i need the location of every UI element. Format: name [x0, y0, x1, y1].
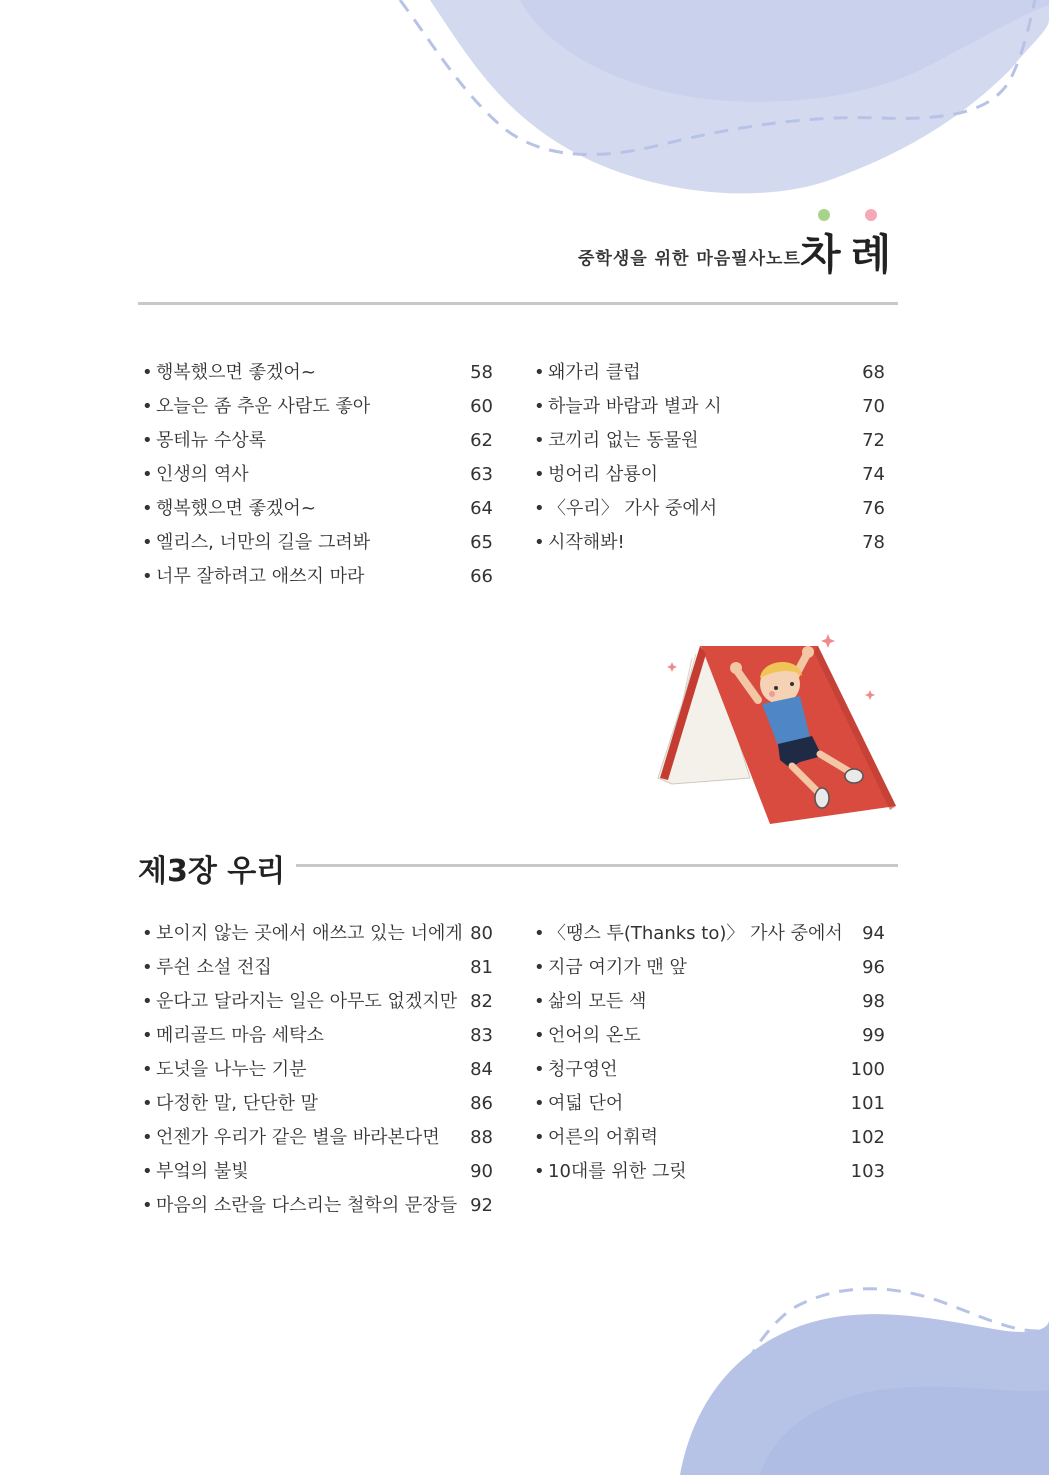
toc-entry-page: 98	[862, 991, 885, 1012]
page-title: 차례	[800, 230, 902, 279]
toc-entry[interactable]: • 보이지 않는 곳에서 애쓰고 있는 너에게 80	[138, 919, 493, 949]
toc-entry-page: 81	[470, 957, 493, 978]
toc-entry[interactable]: • 인생의 역사 63	[138, 460, 493, 490]
toc-entry[interactable]: • 마음의 소란을 다스리는 철학의 문장들 92	[138, 1191, 493, 1221]
toc-entry-label: 인생의 역사	[156, 464, 249, 485]
toc-entry[interactable]: • 언어의 온도 99	[530, 1021, 885, 1051]
toc-entry-page: 84	[470, 1059, 493, 1080]
chapter-title: 제3장 우리	[138, 854, 286, 889]
toc-entry-page: 80	[470, 923, 493, 944]
toc-entry[interactable]: • 시작해봐! 78	[530, 528, 885, 558]
toc-entry-page: 86	[470, 1093, 493, 1114]
toc-entry-label: 도넛을 나누는 기분	[156, 1059, 307, 1080]
toc-entry-label: 하늘과 바람과 별과 시	[548, 396, 722, 417]
toc-entry-label: 오늘은 좀 추운 사람도 좋아	[156, 396, 371, 417]
toc-entry-label: 엘리스, 너만의 길을 그려봐	[156, 532, 371, 553]
toc-entry-page: 65	[470, 532, 493, 553]
toc-entry-label: 너무 잘하려고 애쓰지 마라	[156, 566, 365, 587]
toc-entry[interactable]: • 몽테뉴 수상록 62	[138, 426, 493, 456]
green-dot	[818, 209, 830, 221]
toc-entry-page: 64	[470, 498, 493, 519]
toc-entry-label: 몽테뉴 수상록	[156, 430, 267, 451]
toc-entry[interactable]: • 루쉰 소설 전집 81	[138, 953, 493, 983]
toc-entry[interactable]: • 다정한 말, 단단한 말 86	[138, 1089, 493, 1119]
chapter-divider	[296, 864, 898, 867]
toc-entry-label: 시작해봐!	[548, 532, 625, 553]
toc-entry-label: 언젠가 우리가 같은 별을 바라본다면	[156, 1127, 440, 1148]
toc-entry[interactable]: • 운다고 달라지는 일은 아무도 없겠지만 82	[138, 987, 493, 1017]
toc-entry[interactable]: • 여덟 단어 101	[530, 1089, 885, 1119]
toc-entry-label: 코끼리 없는 동물원	[548, 430, 699, 451]
toc-entry-page: 60	[470, 396, 493, 417]
toc-entry-label: 메리골드 마음 세탁소	[156, 1025, 324, 1046]
toc-entry-label: 〈우리〉 가사 중에서	[548, 498, 718, 519]
toc-entry-page: 58	[470, 362, 493, 383]
toc-entry-label: 청구영언	[548, 1059, 618, 1080]
toc-entry-page: 82	[470, 991, 493, 1012]
toc-entry-page: 102	[850, 1127, 885, 1148]
toc-entry[interactable]: • 〈우리〉 가사 중에서 76	[530, 494, 885, 524]
toc-entry-page: 66	[470, 566, 493, 587]
divider	[138, 302, 898, 305]
toc-entry-page: 76	[862, 498, 885, 519]
toc-entry[interactable]: • 도넛을 나누는 기분 84	[138, 1055, 493, 1085]
toc-entry[interactable]: • 너무 잘하려고 애쓰지 마라 66	[138, 562, 493, 592]
toc-entry-label: 어른의 어휘력	[548, 1127, 659, 1148]
toc-entry-label: 운다고 달라지는 일은 아무도 없겠지만	[156, 991, 458, 1012]
toc-entry-label: 언어의 온도	[548, 1025, 641, 1046]
toc-entry[interactable]: • 메리골드 마음 세탁소 83	[138, 1021, 493, 1051]
toc-entry-page: 63	[470, 464, 493, 485]
toc-entry[interactable]: • 지금 여기가 맨 앞 96	[530, 953, 885, 983]
toc-entry-page: 96	[862, 957, 885, 978]
toc-entry-label: 행복했으면 좋겠어~	[156, 362, 316, 383]
toc-entry-label: 여덟 단어	[548, 1093, 624, 1114]
toc-entry-page: 103	[850, 1161, 885, 1182]
toc-entry-page: 74	[862, 464, 885, 485]
toc-entry-label: 삶의 모든 색	[548, 991, 647, 1012]
toc-entry-label: 마음의 소란을 다스리는 철학의 문장들	[156, 1195, 458, 1216]
toc-entry-label: 10대를 위한 그릿	[548, 1161, 687, 1182]
toc-entry[interactable]: • 10대를 위한 그릿 103	[530, 1157, 885, 1187]
toc-entry-label: 지금 여기가 맨 앞	[548, 957, 687, 978]
toc-entry-page: 68	[862, 362, 885, 383]
toc-entry-page: 100	[850, 1059, 885, 1080]
toc-entry[interactable]: • 부엌의 불빛 90	[138, 1157, 493, 1187]
top-decoration	[0, 0, 1049, 210]
toc-entry-page: 92	[470, 1195, 493, 1216]
toc-entry-page: 94	[862, 923, 885, 944]
toc-entry-page: 62	[470, 430, 493, 451]
toc-entry[interactable]: • 코끼리 없는 동물원 72	[530, 426, 885, 456]
toc-entry-label: 다정한 말, 단단한 말	[156, 1093, 318, 1114]
toc-entry-page: 83	[470, 1025, 493, 1046]
toc-entry-label: 루쉰 소설 전집	[156, 957, 272, 978]
toc-entry[interactable]: • 행복했으면 좋겠어~ 58	[138, 358, 493, 388]
toc-entry[interactable]: • 청구영언 100	[530, 1055, 885, 1085]
toc-entry[interactable]: • 왜가리 클럽 68	[530, 358, 885, 388]
toc-entry-label: 부엌의 불빛	[156, 1161, 249, 1182]
toc-entry-page: 99	[862, 1025, 885, 1046]
sparkle-icon	[821, 634, 835, 648]
pink-dot	[865, 209, 877, 221]
toc-entry[interactable]: • 행복했으면 좋겠어~ 64	[138, 494, 493, 524]
toc-entry-label: 보이지 않는 곳에서 애쓰고 있는 너에게	[156, 923, 463, 944]
toc-entry-page: 101	[850, 1093, 885, 1114]
toc-entry-label: 〈땡스 투(Thanks to)〉 가사 중에서	[548, 923, 843, 944]
toc-entry[interactable]: • 언젠가 우리가 같은 별을 바라본다면 88	[138, 1123, 493, 1153]
book-subtitle: 중학생을 위한 마음필사노트	[578, 249, 801, 269]
toc-entry[interactable]: • 엘리스, 너만의 길을 그려봐 65	[138, 528, 493, 558]
toc-entry[interactable]: • 오늘은 좀 추운 사람도 좋아 60	[138, 392, 493, 422]
toc-entry[interactable]: • 벙어리 삼룡이 74	[530, 460, 885, 490]
toc-entry-page: 70	[862, 396, 885, 417]
toc-entry-page: 78	[862, 532, 885, 553]
toc-entry[interactable]: • 〈땡스 투(Thanks to)〉 가사 중에서 94	[530, 919, 885, 949]
toc-entry-page: 72	[862, 430, 885, 451]
toc-entry[interactable]: • 하늘과 바람과 별과 시 70	[530, 392, 885, 422]
toc-entry-page: 90	[470, 1161, 493, 1182]
toc-entry[interactable]: • 어른의 어휘력 102	[530, 1123, 885, 1153]
child-on-book-illustration	[650, 628, 900, 828]
toc-entry-label: 벙어리 삼룡이	[548, 464, 659, 485]
toc-entry-label: 왜가리 클럽	[548, 362, 641, 383]
toc-entry-label: 행복했으면 좋겠어~	[156, 498, 316, 519]
toc-entry[interactable]: • 삶의 모든 색 98	[530, 987, 885, 1017]
toc-entry-page: 88	[470, 1127, 493, 1148]
